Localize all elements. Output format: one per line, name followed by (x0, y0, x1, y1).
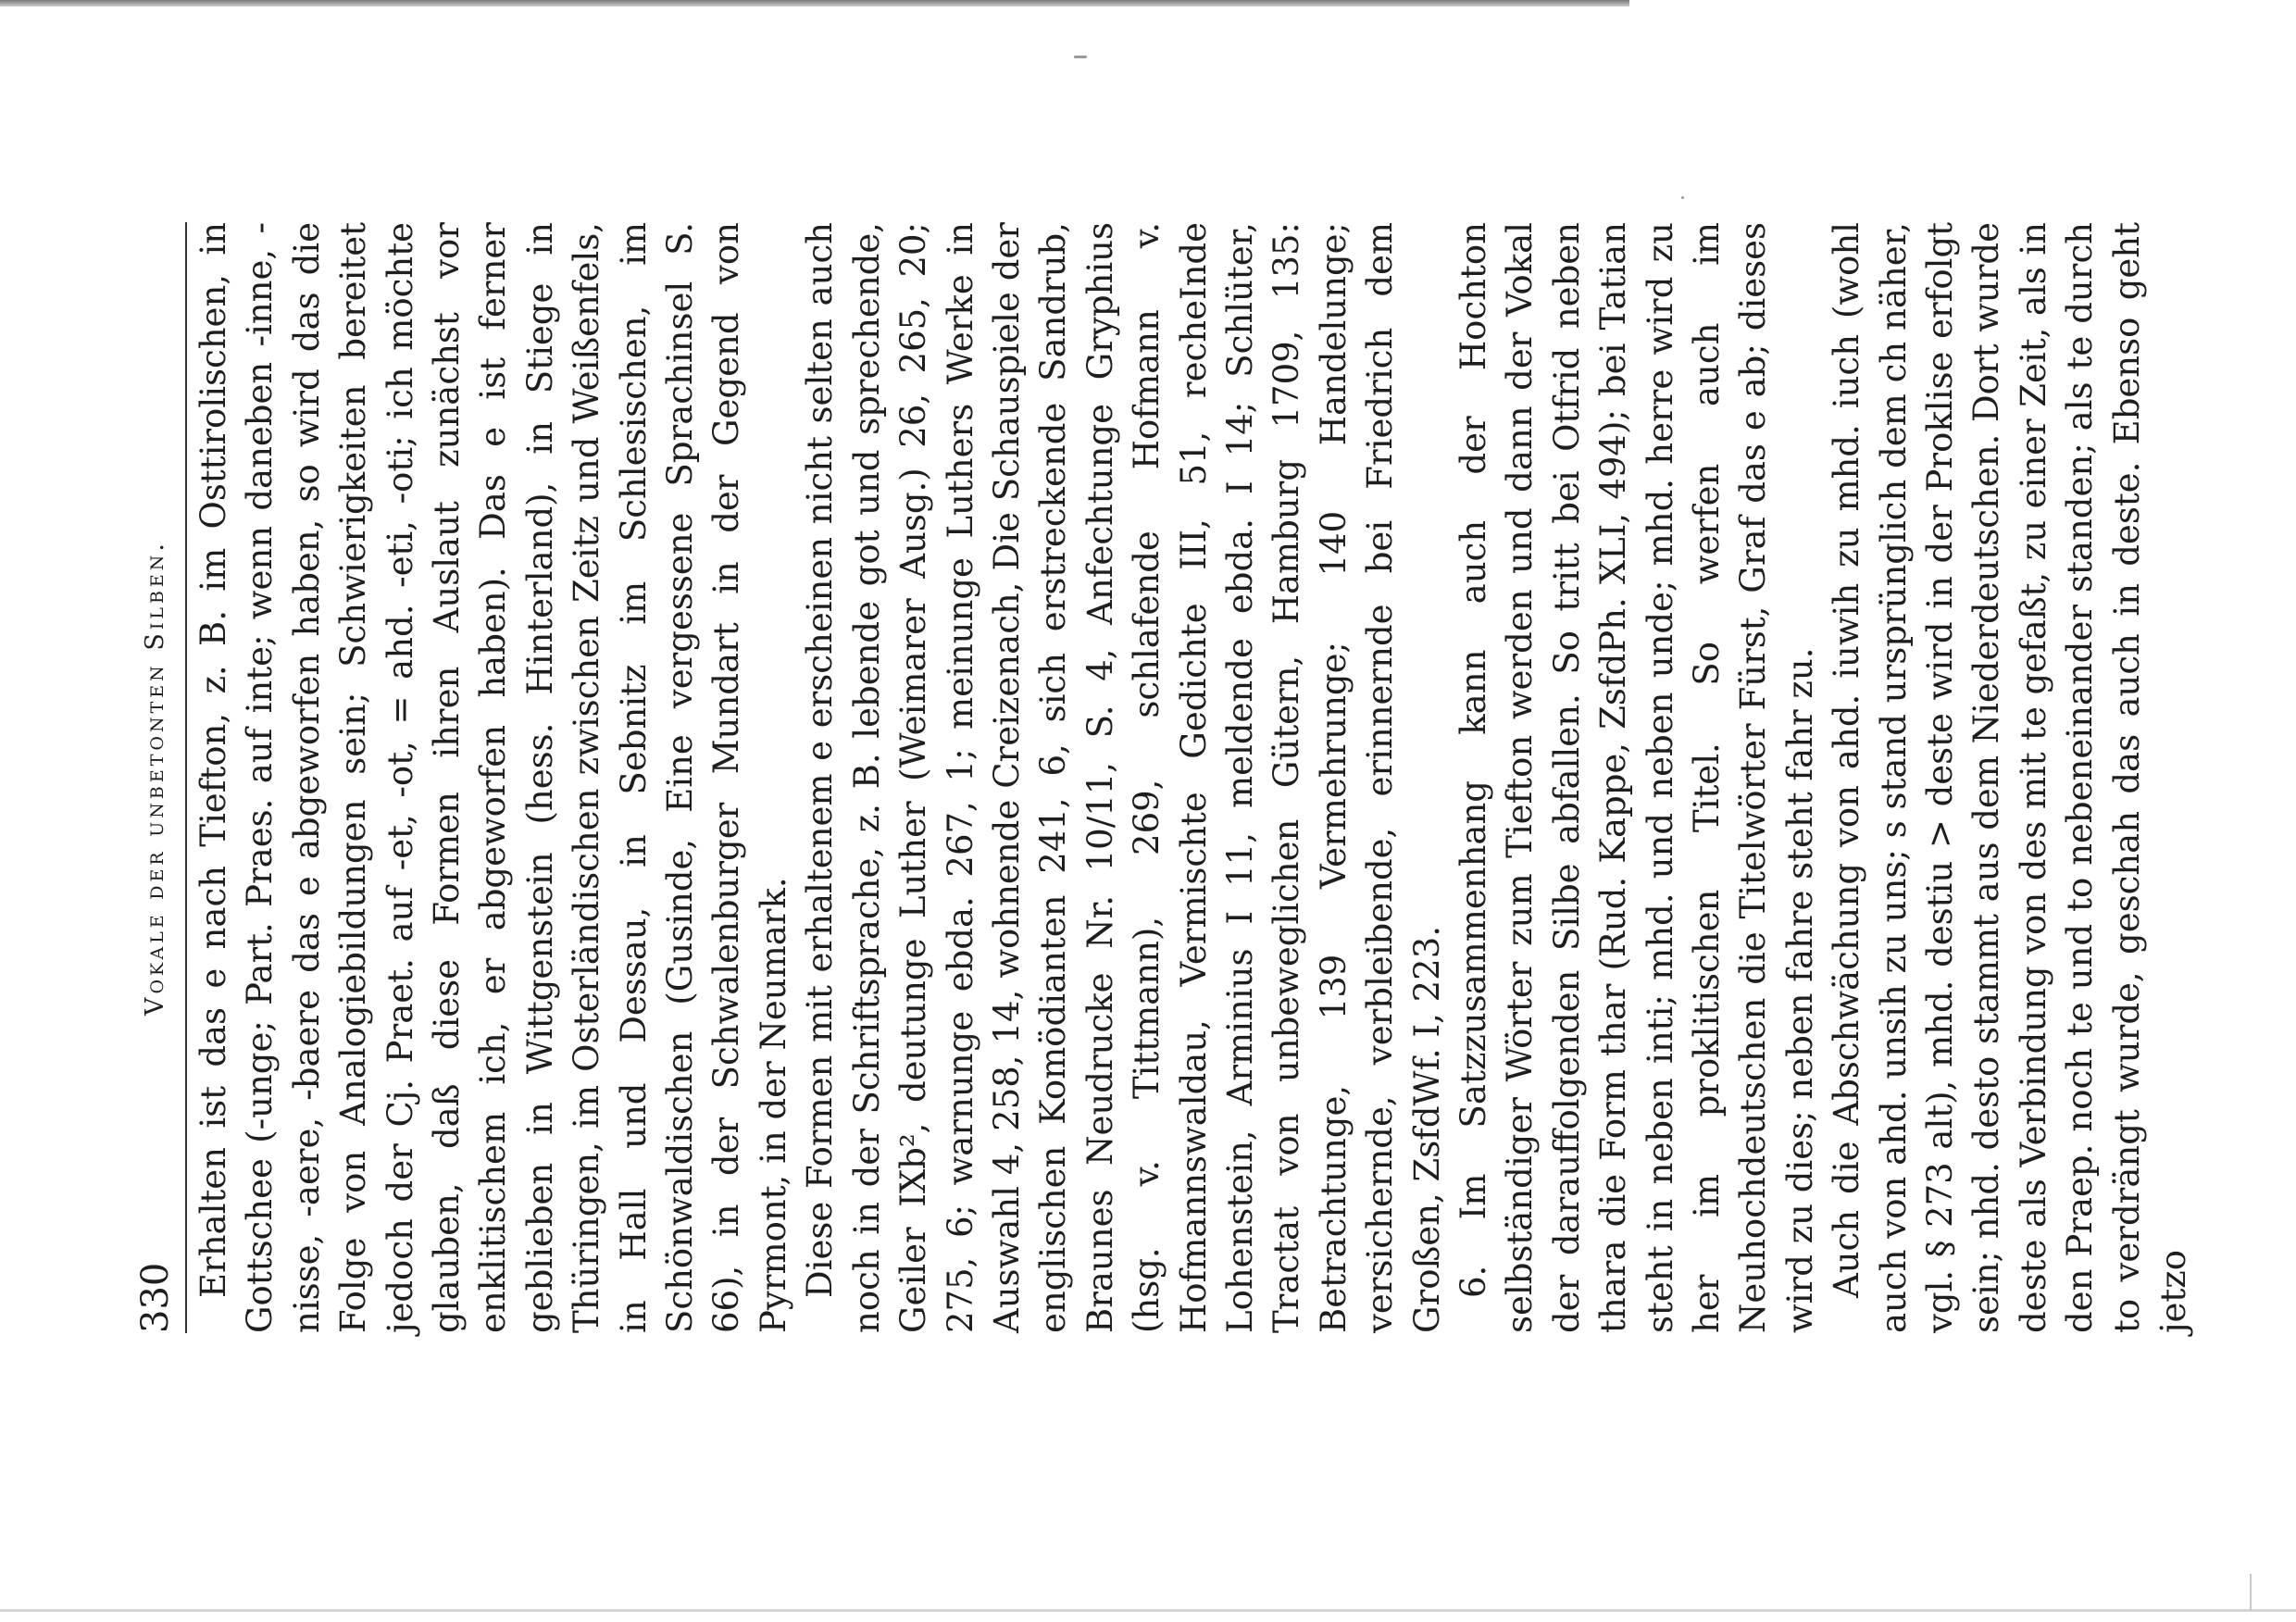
scan-speck (1681, 196, 1684, 199)
body-text (191, 222, 2197, 1333)
book-page (130, 222, 2194, 1333)
page-number: 330 (134, 1262, 177, 1333)
scan-speck (1074, 56, 1087, 58)
scan-edge-bottom (0, 1609, 2296, 1612)
scan-edge-right (2250, 1574, 2296, 1611)
paragraph: Erhalten ist das e nach Tiefton, z. B. im Osttirolischen, in Gottschee (-unge; Part. Praes. auf inte; wenn daneben -inne, -nisse, -aere, -baere das e abgeworfen haben, so wird das die Folge von Analogiebildungen sein; Schwierigkeiten bereitet jedoch der Cj. Praet. auf -et, -ot, = ahd. -eti, -oti; ich möchte glauben, daß diese Formen ihren Auslaut zunächst vor enklitischem ich, er abgeworfen haben). Das e ist ferner geblieben in Wittgenstein (hess. Hinterland), in Stiege in Thüringen, im Osterländischen zwischen Zeitz und Weißenfels, in Hall und Dessau, in Sebnitz im Schlesischen, im Schönwaldischen (Gusinde, Eine vergessene Sprachinsel S. 66), in der Schwalenburger Mundart in der Gegend von Pyrmont, in der Neumark. (193, 222, 793, 1333)
page-header: Vokale der unbetonten Silben. (141, 539, 169, 1017)
paragraph: Auch die Abschwächung von ahd. iuwih zu mhd. iuch (wohl auch von ahd. unsih zu uns; s stand ursprünglich dem ch näher, vgl. § 273 alt), mhd. destiu > deste wird in der Proklise erfolgt sein; nhd. desto stammt aus dem Niederdeutschen. Dort wurde deste als Verbindung von des mit te gefaßt, zu einer Zeit, als in den Praep. noch te und to nebeneinander standen; als te durch to verdrängt wurde, geschah das auch in deste. Ebenso geht jetzo (1827, 222, 2194, 1333)
paragraph: 6. Im Satzzusammenhang kann auch der Hochton selbständiger Wörter zum Tiefton werden und dann der Vokal der darauffolgenden Silbe abfallen. So tritt bei Otfrid neben thara die Form thar (Rud. Kappe, ZsfdPh. XLI, 494); bei Tatian steht in neben inti; mhd. und neben unde; mhd. herre wird zu her im proklitischen Titel. So werfen auch im Neuhochdeutschen die Titelwörter Fürst, Graf das e ab; dieses wird zu dies; neben fahre steht fahr zu. (1453, 222, 1820, 1333)
scan-edge-top (0, 0, 1629, 6)
paragraph: Diese Formen mit erhaltenem e erscheinen nicht selten auch noch in der Schriftsprache, z. B. lebende got und sprechende, Geiler IXb², deutunge Luther (Weimarer Ausg.) 26, 265, 20; 275, 6; warnunge ebda. 267, 1; meinunge Luthers Werke in Auswahl 4, 258, 14, wohnende Creizenach, Die Schauspiele der englischen Komödianten 241, 6, sich erstreckende Sandrub, Braunes Neudrucke Nr. 10/11, S. 4, Anfechtunge Gryphius (hsg. v. Tittmann), 269, schlafende Hofmann v. Hofmannswaldau, Vermischte Gedichte III, 51, recheInde Lohenstein, Arminius I 11, meldende ebda. I 14; Schlüter, Tractat von unbeweglichen Gütern, Hamburg 1709, 135: Betrachtunge, 139 Vermehrunge; 140 Handelunge; versichernde, verbleibende, erinnernde bei Friedrich dem Großen, ZsfdWf. I, 223. (800, 222, 1447, 1333)
running-head (130, 222, 187, 1333)
